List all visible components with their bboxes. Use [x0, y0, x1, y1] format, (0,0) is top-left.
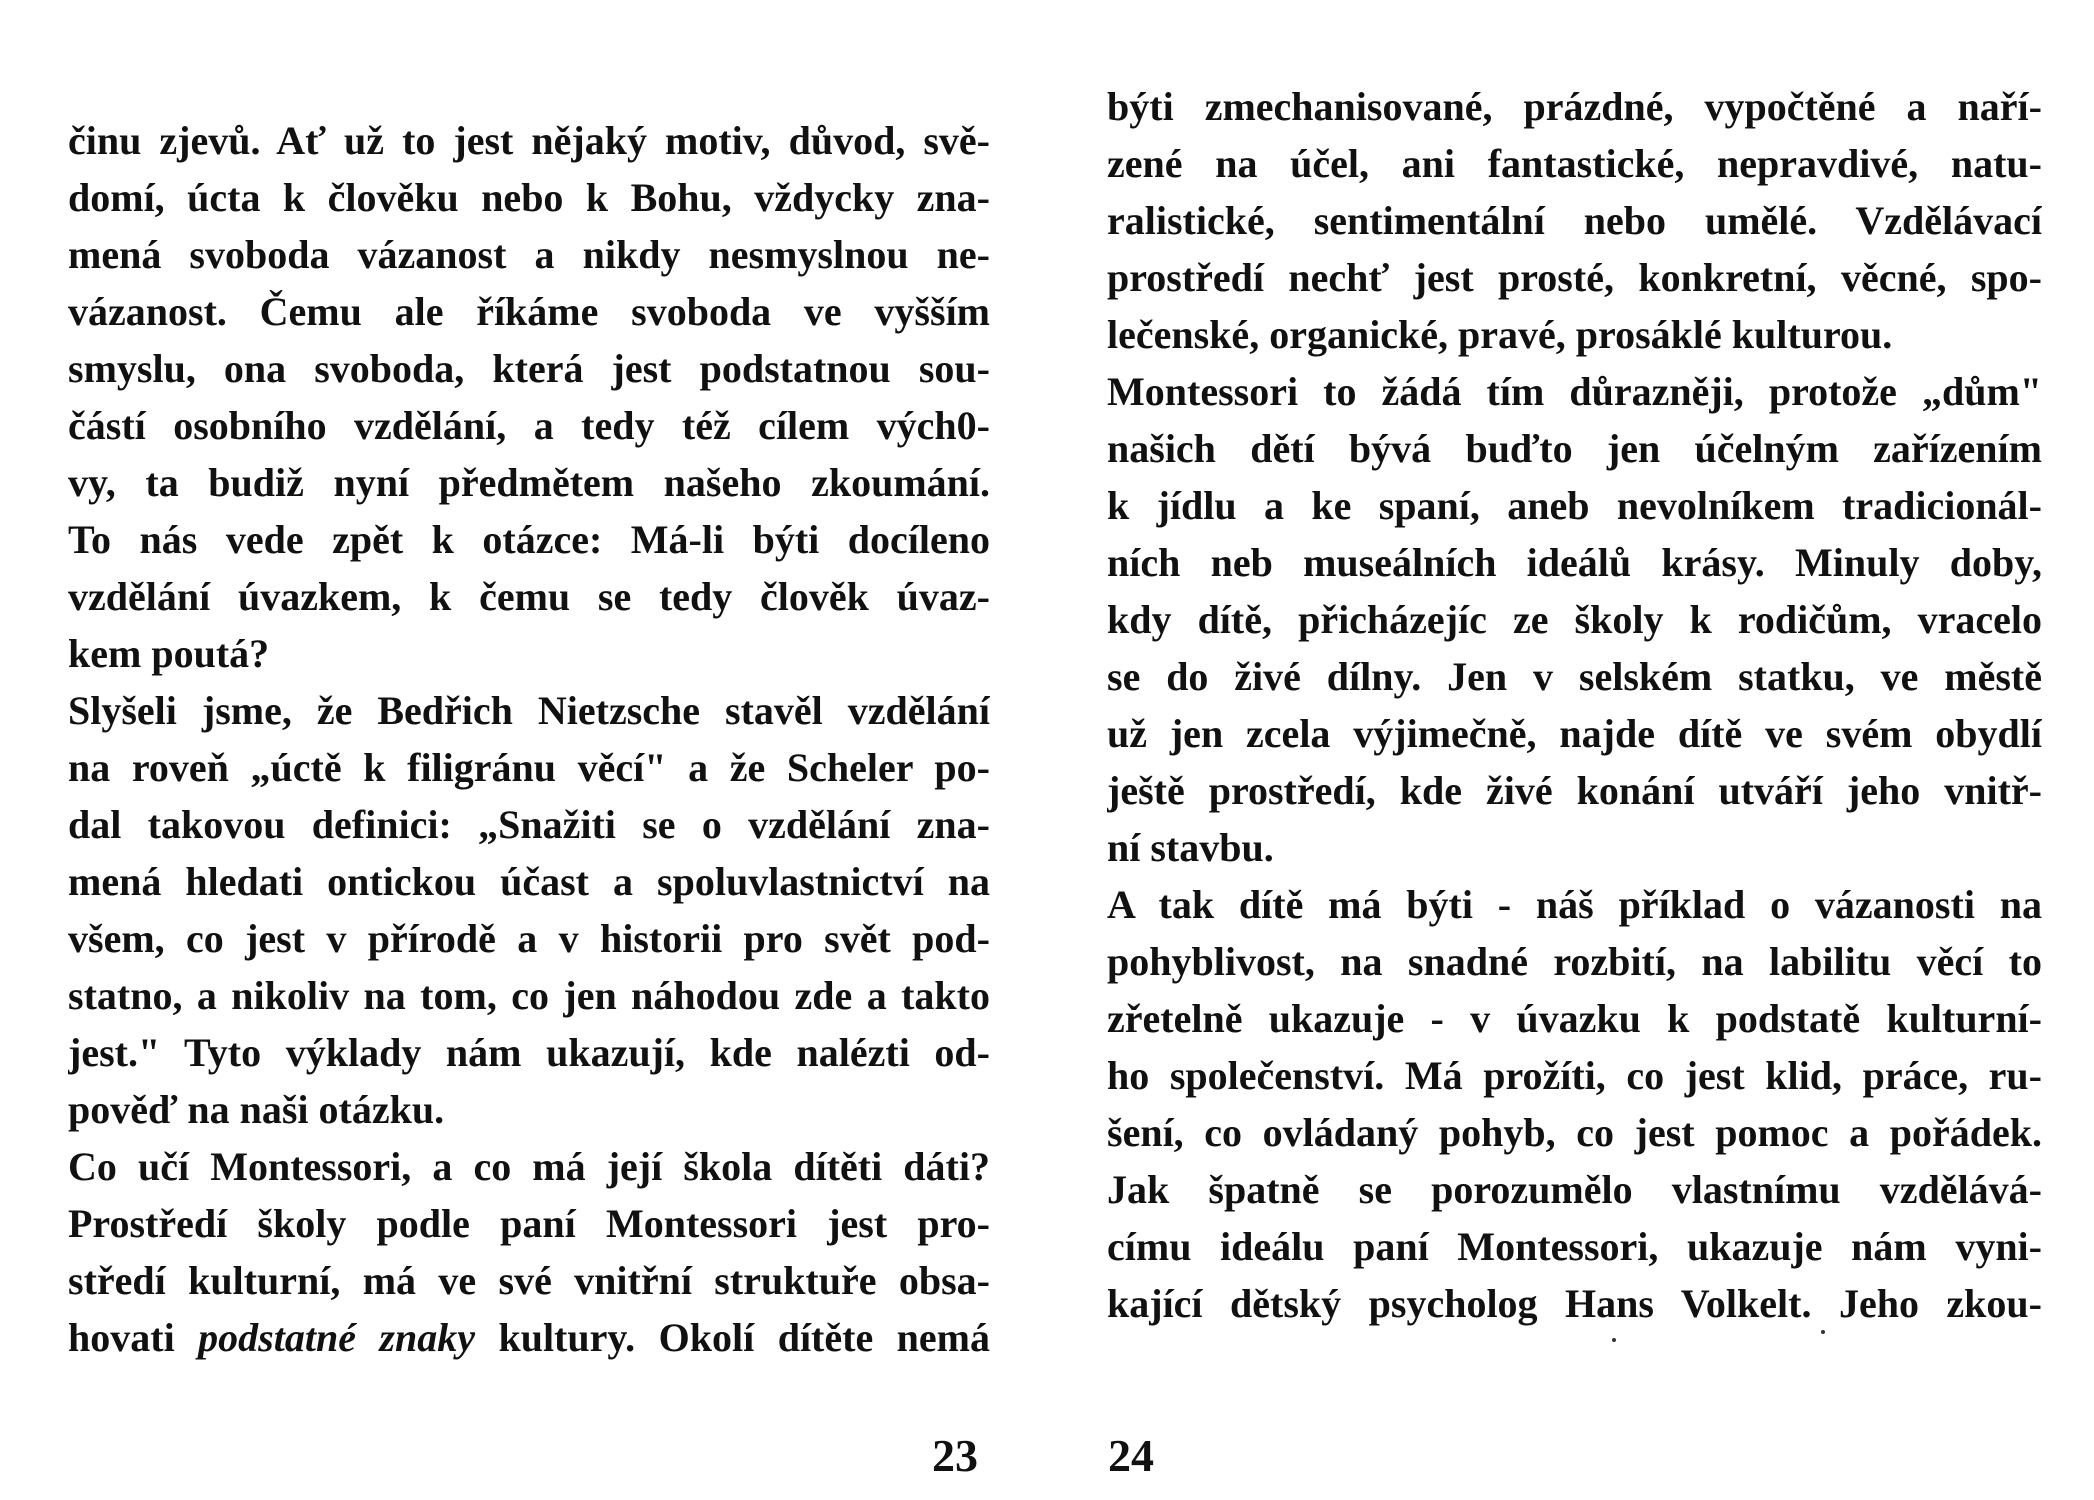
text-line: šení, co ovládaný pohyb, co jest pomoc a pořádek. — [1107, 1110, 2042, 1155]
text-line: domí, úcta k člověku nebo k Bohu, vždycky zna- — [68, 175, 990, 220]
text-line: prostředí nechť jest prosté, konkretní, věcné, spo- — [1107, 255, 2042, 300]
text-line: činu zjevů. Ať už to jest nějaký motiv, důvod, svě- — [68, 118, 990, 163]
text-line: jest." Tyto výklady nám ukazují, kde nalézti od- — [68, 1030, 990, 1075]
text-line: vzdělání úvazkem, k čemu se tedy člověk úvaz- — [68, 574, 990, 619]
text-line: pohyblivost, na snadné rozbití, na labilitu věcí to — [1107, 939, 2042, 984]
page-number: 23 — [932, 1430, 978, 1481]
text-line: lečenské, organické, pravé, prosáklé kulturou. — [1107, 312, 1893, 357]
text-line: ho společenství. Má prožíti, co jest klid, práce, ru- — [1107, 1053, 2042, 1098]
text-line: k jídlu a ke spaní, aneb nevolníkem tradicionál- — [1107, 483, 2042, 528]
text-line: na roveň „úctě k filigránu věcí" a že Scheler po- — [68, 745, 990, 790]
text-line: našich dětí bývá buďto jen účelným zařízením — [1107, 426, 2042, 471]
text-line: A tak dítě má býti - náš příklad o vázanosti na — [1107, 882, 2042, 927]
text-line: zřetelně ukazuje - v úvazku k podstatě kulturní- — [1107, 996, 2042, 1041]
text-line: Montessori to žádá tím důrazněji, protože „dům" — [1107, 369, 2042, 414]
text-line: kající dětský psycholog Hans Volkelt. Jeho zkou- — [1107, 1281, 2042, 1326]
text-line: ních neb museálních ideálů krásy. Minuly doby, — [1107, 540, 2042, 585]
text-line: smyslu, ona svoboda, která jest podstatnou sou- — [68, 346, 990, 391]
text-line: kdy dítě, přicházejíc ze školy k rodičům, vracelo — [1107, 597, 2042, 642]
text-line: všem, co jest v přírodě a v historii pro svět pod- — [68, 916, 990, 961]
text-line: dal takovou definici: „Snažiti se o vzdělání zna- — [68, 802, 990, 847]
text-line: statno, a nikoliv na tom, co jen náhodou zde a takto — [68, 973, 990, 1018]
text-line: vy, ta budiž nyní předmětem našeho zkoumání. — [68, 460, 990, 505]
print-speck — [1821, 1330, 1825, 1334]
text-line: Slyšeli jsme, že Bedřich Nietzsche stavěl vzdělání — [68, 688, 990, 733]
text-line: Jak špatně se porozumělo vlastnímu vzdělává- — [1107, 1167, 2042, 1212]
text-line: kem poutá? — [68, 631, 270, 676]
text-line: címu ideálu paní Montessori, ukazuje nám vyni- — [1107, 1224, 2042, 1269]
text-line: ještě prostředí, kde živé konání utváří jeho vnitř- — [1107, 768, 2042, 813]
text-line: pověď na naši otázku. — [68, 1087, 445, 1132]
text-line: Prostředí školy podle paní Montessori jest pro- — [68, 1201, 990, 1246]
text-line: ralistické, sentimentální nebo umělé. Vzdělávací — [1107, 198, 2042, 243]
text-line: To nás vede zpět k otázce: Má-li býti docíleno — [68, 517, 990, 562]
text-line: už jen zcela výjimečně, najde dítě ve svém obydlí — [1107, 711, 2042, 756]
text-line: částí osobního vzdělání, a tedy též cílem vých0- — [68, 403, 990, 448]
text-run: hovati — [68, 1315, 199, 1360]
page-number: 24 — [1108, 1430, 1154, 1481]
text-line: ní stavbu. — [1107, 825, 1274, 870]
text-line-mixed — [68, 1309, 990, 1366]
left-page-text — [68, 112, 990, 1366]
print-speck — [1612, 1338, 1616, 1342]
text-run: kultury. Okolí dítěte nemá — [474, 1315, 990, 1360]
text-line: mená hledati ontickou účast a spoluvlastnictví na — [68, 859, 990, 904]
right-page — [1047, 0, 2094, 1500]
text-line: zené na účel, ani fantastické, nepravdivé, natu- — [1107, 141, 2042, 186]
text-line: se do živé dílny. Jen v selském statku, ve městě — [1107, 654, 2042, 699]
text-line: býti zmechanisované, prázdné, vypočtěné a naří- — [1107, 84, 2042, 129]
right-page-text — [1107, 78, 2042, 1332]
text-line: středí kulturní, má ve své vnitřní struktuře obsa- — [68, 1258, 990, 1303]
text-line: mená svoboda vázanost a nikdy nesmyslnou ne- — [68, 232, 990, 277]
text-line: vázanost. Čemu ale říkáme svoboda ve vyšším — [68, 289, 990, 334]
italic-emphasis: podstatné znaky — [198, 1315, 475, 1360]
text-line: Co učí Montessori, a co má její škola dítěti dáti? — [68, 1144, 990, 1189]
